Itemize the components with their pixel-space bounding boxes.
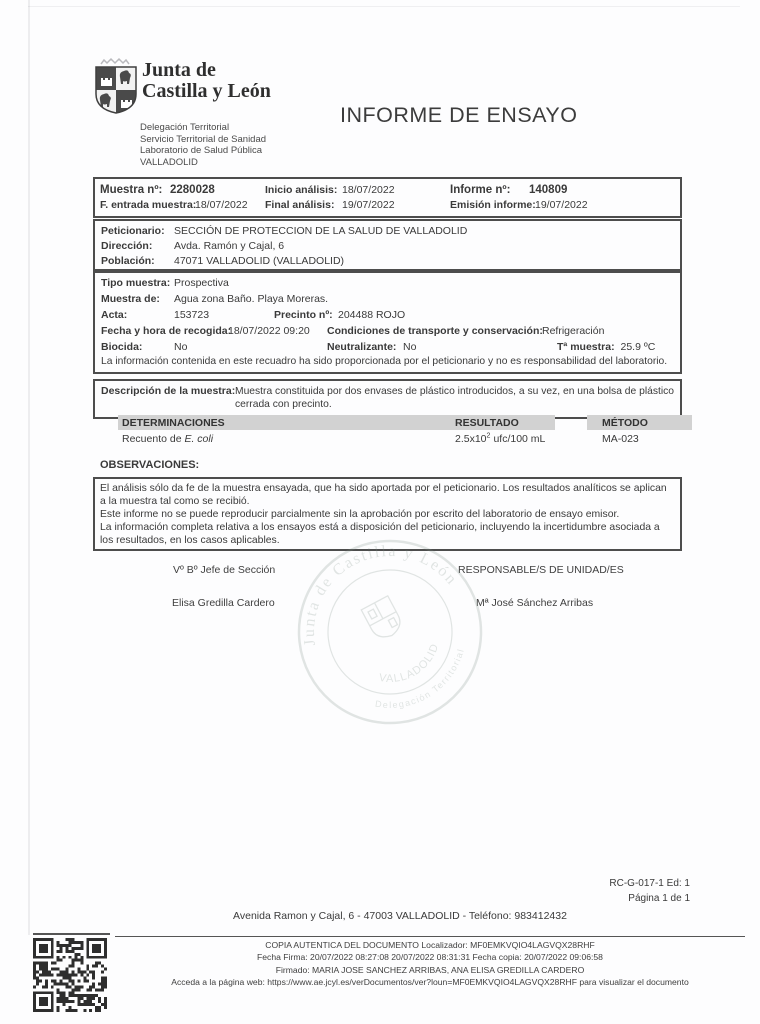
column-header-determinaciones: DETERMINACIONES (122, 417, 225, 429)
qr-code (33, 938, 107, 1012)
auth-footer-block (115, 939, 745, 989)
collection-datetime-value: 18/07/2022 09:20 (228, 325, 310, 337)
field-label: Población: (101, 255, 155, 267)
org-sub-line: Delegación Territorial (140, 122, 230, 133)
method-cell: MA-023 (602, 433, 639, 445)
photo-edge-top (28, 6, 740, 7)
sample-details-box (93, 271, 682, 374)
sample-info-box (93, 177, 682, 218)
sample-temperature (557, 341, 655, 354)
signature-right-name: Mª José Sánchez Arribas (476, 597, 594, 609)
doc-code: RC-G-017-1 Ed: 1 (609, 878, 690, 889)
result-cell (455, 433, 545, 445)
auth-line-signers: Firmado: MARIA JOSE SANCHEZ ARRIBAS, ANA ELISA GREDILLA CARDERO (275, 964, 585, 975)
field-label: Inicio análisis: (265, 184, 338, 196)
org-sub-line: Laboratorio de Salud Pública (140, 145, 263, 156)
observation-paragraph: Este informe no se puede reproducir parcialmente sin la aprobación por escrito del laboratorio de ensayo emisor. (100, 509, 620, 520)
org-name-line1: Junta de (142, 59, 216, 81)
observations-box (93, 477, 682, 551)
petitioner-box (93, 219, 682, 271)
determination-organism: E. coli (184, 433, 214, 445)
auth-line-url: Acceda a la página web: https://www.ae.jcyl.es/verDocumentos/ver?loun=MF0EMKVQIO4LAGVQX28RHF para visualizar el documento (171, 977, 689, 988)
seal-number-value: 204488 ROJO (338, 309, 406, 321)
petitioner-value: SECCIÓN DE PROTECCION DE LA SALUD DE VALLADOLID (174, 225, 468, 237)
auth-line-dates: Fecha Firma: 20/07/2022 08:27:08 20/07/2022 08:31:31 Fecha copia: 20/07/2022 09:06:58 (257, 952, 603, 963)
field-label: Tipo muestra: (101, 277, 171, 289)
sample-description-text: Muestra constituida por dos envases de plástico introducidos, a su vez, en una bolsa de plástico cerrada con precinto. (235, 386, 675, 410)
field-label: Muestra nº: (100, 184, 163, 196)
field-label: Tª muestra: (557, 341, 615, 353)
acta-value: 153723 (174, 309, 210, 321)
details-disclaimer-note: La información contenida en este recuadro ha sido proporcionada por el peticionario y no es responsabilidad del laboratorio. (101, 356, 668, 367)
signature-right-title: RESPONSABLE/S DE UNIDAD/ES (458, 564, 624, 576)
org-sub-line: Servicio Territorial de Sanidad (140, 133, 267, 145)
observations-heading: OBSERVACIONES: (100, 459, 200, 471)
biocide-value: No (174, 341, 188, 353)
result-exponent: 2 (486, 432, 491, 440)
analysis-end-date: 19/07/2022 (342, 199, 395, 211)
lab-address-line: Avenida Ramon y Cajal, 6 - 47003 VALLADOLID - Teléfono: 983412432 (233, 910, 567, 922)
sample-entry-date: 18/07/2022 (195, 199, 248, 211)
org-subtitle (140, 122, 266, 168)
field-label: Descripción de la muestra: (101, 385, 236, 397)
report-number: 140809 (529, 184, 568, 196)
sample-temperature-value: 25.9 ºC (620, 341, 656, 353)
org-name-line2: Castilla y León (142, 80, 271, 102)
field-label: Condiciones de transporte y conservación: (327, 325, 543, 337)
neutralizer-value: No (403, 341, 417, 353)
transport-conditions-value: Refrigeración (542, 325, 605, 337)
field-label: Fecha y hora de recogida: (101, 325, 232, 337)
page-title: INFORME DE ENSAYO (340, 103, 578, 127)
report-issue-date: 19/07/2022 (535, 199, 588, 211)
sample-number: 2280028 (170, 184, 215, 196)
observation-paragraph: La información completa relativa a los ensayos está a disposición del peticionario, incluyendo la incertidumbre asociada a los resultados, en los casos aplicables. (100, 522, 660, 546)
field-label: Informe nº: (450, 184, 511, 196)
sample-of-value: Agua zona Baño. Playa Moreras. (174, 293, 329, 305)
field-label: Muestra de: (101, 293, 160, 305)
signature-left-name: Elisa Gredilla Cardero (172, 597, 275, 609)
footer-rule (115, 936, 745, 937)
page-number: Página 1 de 1 (628, 893, 690, 904)
address-value: Avda. Ramón y Cajal, 6 (174, 240, 285, 252)
field-label: Precinto nº: (274, 309, 333, 321)
field-label: Emisión informe: (450, 199, 536, 211)
sample-description-box (93, 379, 682, 419)
city-value: 47071 VALLADOLID (VALLADOLID) (174, 255, 345, 267)
column-header-resultado: RESULTADO (455, 417, 519, 429)
org-sub-line: VALLADOLID (140, 156, 198, 168)
photo-edge (28, 0, 30, 935)
sample-type-value: Prospectiva (174, 277, 229, 289)
field-label: Final análisis: (265, 199, 335, 211)
svg-text:Delegación Territorial (367, 643, 479, 724)
field-label: Dirección: (101, 240, 153, 252)
svg-text:VALLADOLID (372, 638, 449, 695)
auth-line-copy: COPIA AUTENTICA DEL DOCUMENTO Localizador: MF0EMKVQIO4LAGVQX28RHF (265, 940, 595, 950)
junta-cyl-shield-logo (93, 56, 139, 114)
qr-top-rule (33, 933, 110, 935)
stamp-ring-text: Junta de Castilla y León (300, 542, 461, 647)
field-label: Peticionario: (101, 225, 165, 237)
stamp-bottom-text: Delegación Territorial (374, 646, 467, 711)
doc-code-block (500, 876, 690, 906)
determination-text: Recuento de (122, 433, 185, 445)
observation-paragraph: El análisis sólo da fe de la muestra ensayada, que ha sido aportada por el peticionario. Los resultados analíticos se aplican a la muestra tal como se recibió. (100, 483, 667, 507)
stamp-center-text: VALLADOLID (378, 641, 442, 686)
determination-cell (122, 433, 213, 445)
org-name (142, 60, 271, 102)
signature-left-title: Vº Bº Jefe de Sección (173, 564, 276, 576)
column-header-metodo: MÉTODO (602, 417, 648, 429)
field-label: Neutralizante: (327, 341, 397, 353)
field-label: Acta: (101, 309, 128, 321)
field-label: F. entrada muestra: (100, 199, 197, 211)
analysis-start-date: 18/07/2022 (342, 184, 395, 196)
result-unit: ufc/100 mL (493, 433, 546, 445)
field-label: Biocida: (101, 341, 143, 353)
result-value: 2.5x10 (455, 433, 487, 445)
